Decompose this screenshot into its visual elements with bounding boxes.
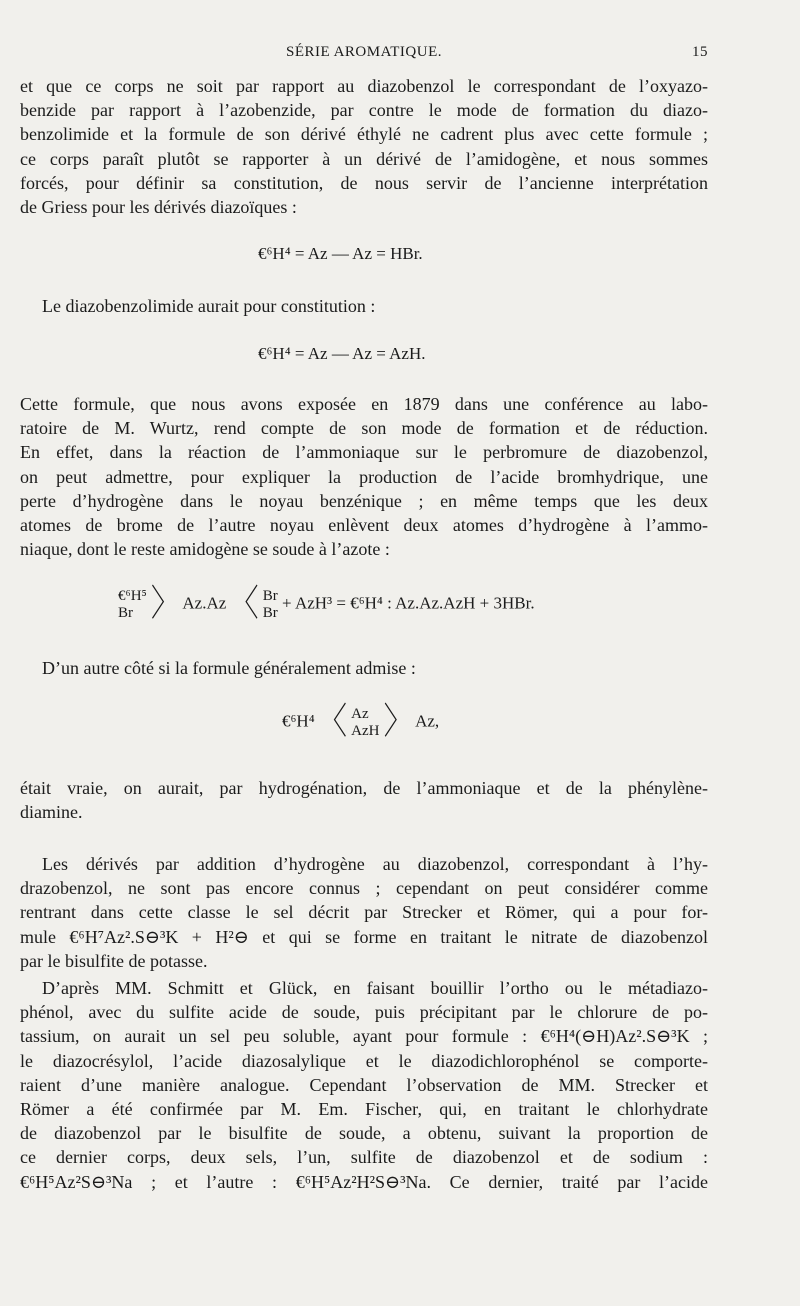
formula-diazobenzolimide: €⁶H⁴ = Az — Az = AzH. (258, 344, 426, 363)
text-line: perte d’hydrogène dans le noyau benzénique ; en même temps que les deux (20, 490, 708, 511)
text-line: Römer a été confirmée par M. Em. Fischer, qui, en traitant le chlorhydrate (20, 1099, 708, 1120)
text-line: de Griess pour les dérivés diazoïques : (20, 197, 297, 218)
text-line: était vraie, on aurait, par hydrogénation, de l’ammoniaque et de la phénylène- (20, 778, 708, 798)
running-title: SÉRIE AROMATIQUE. (285, 44, 442, 60)
text-line: atomes de brome de l’autre noyau enlèvent deux atomes d’hydrogène à l’ammo- (20, 515, 708, 536)
text-line: on peut admettre, pour expliquer la production de l’acide bromhydrique, une (20, 466, 708, 487)
formula-stack (351, 706, 379, 739)
text-line: D’après MM. Schmitt et Glück, en faisant bouillir l’ortho ou le métadiazo- (42, 978, 708, 998)
formula-left-group (118, 588, 147, 621)
text-line: Les dérivés par addition d’hydrogène au diazobenzol, correspondant à l’hy- (42, 854, 708, 874)
formula-reaction (118, 583, 535, 624)
formula-middle: Az.Az (182, 593, 227, 613)
text-line: D’un autre côté si la formule généralement admise : (42, 658, 416, 678)
formula-rest: + AzH³ = €⁶H⁴ : Az.Az.AzH + 3HBr. (282, 593, 535, 613)
text-line: benzide par rapport à l’azobenzide, par contre le mode de formation du diazo- (20, 100, 708, 121)
text-line: drazobenzol, ne sont pas encore connus ; cependant on peut considérer comme (20, 878, 708, 899)
paragraph-5 (20, 776, 708, 824)
bracket-close: 〉 (383, 701, 412, 742)
text-line: par le bisulfite de potasse. (20, 950, 208, 971)
formula-right-top: Br (262, 588, 278, 604)
running-header (20, 44, 708, 68)
text-line: En effet, dans la réaction de l’ammoniaque sur le perbromure de diazobenzol, (20, 442, 708, 463)
text-line: ratoire de M. Wurtz, rend compte de son mode de formation et de réduction. (20, 418, 708, 439)
text-line: Cette formule, que nous avons exposée en 1879 dans une conférence au labo- (20, 394, 708, 414)
text-line: le diazocrésylol, l’acide diazosalylique et le diazodichlorophénol se comporte- (20, 1050, 708, 1071)
text-line: Le diazobenzolimide aurait pour constitution : (42, 296, 376, 316)
text-line: €⁶H⁵Az²S⊖³Na ; et l’autre : €⁶H⁵Az²H²S⊖³Na. Ce dernier, traité par l’acide (20, 1171, 708, 1192)
text-line: de diazobenzol par le bisulfite de soude, a obtenu, suivant la proportion de (20, 1123, 708, 1144)
formula-bottom: AzH (351, 722, 380, 739)
formula-base: €⁶H⁴ (282, 711, 315, 731)
paragraph-1 (20, 74, 708, 219)
formula-griess: €⁶H⁴ = Az — Az = HBr. (258, 244, 423, 263)
formula-right-group (263, 588, 278, 621)
paragraph-2 (20, 294, 708, 318)
bracket-open: 〈 (230, 583, 259, 624)
paragraph-4 (20, 656, 708, 680)
formula-top: Az (351, 706, 369, 722)
page-number: 15 (692, 44, 708, 60)
bracket-close: 〉 (151, 583, 180, 624)
text-line: mule €⁶H⁷Az².S⊖³K + H²⊖ et qui se forme en traitant le nitrate de diazobenzol (20, 926, 708, 947)
bracket-open: 〈 (318, 701, 347, 742)
formula-right-bottom: Br (262, 604, 278, 621)
formula-generally-admitted (282, 701, 440, 742)
text-line: benzolimide et la formule de son dérivé éthylé ne cadrent plus avec cette formule ; (20, 124, 708, 145)
text-line: diamine. (20, 802, 83, 823)
formula-left-top: €⁶H⁵ (118, 588, 147, 604)
text-line: tassium, on aurait un sel peu soluble, ayant pour formule : €⁶H⁴(⊖H)Az².S⊖³K ; (20, 1026, 708, 1047)
text-line: niaque, dont le reste amidogène se soude à l’azote : (20, 539, 390, 560)
text-line: phénol, avec du sulfite acide de soude, puis précipitant par le chlorure de po- (20, 1002, 708, 1023)
text-line: raient d’une manière analogue. Cependant l’observation de MM. Strecker et (20, 1074, 708, 1095)
paragraph-7 (20, 976, 708, 1194)
text-line: ce corps paraît plutôt se rapporter à un dérivé de l’amidogène, et nous sommes (20, 148, 708, 169)
formula-left-bottom: Br (118, 604, 133, 621)
text-line: et que ce corps ne soit par rapport au diazobenzol le correspondant de l’oxyazo- (20, 76, 708, 96)
text-line: forcés, pour définir sa constitution, de nous servir de l’ancienne interprétation (20, 172, 708, 193)
paragraph-3 (20, 392, 708, 561)
formula-tail: Az, (415, 711, 440, 731)
text-line: ce dernier corps, deux sels, l’un, sulfite de diazobenzol et de sodium : (20, 1147, 708, 1168)
text-line: rentrant dans cette classe le sel décrit par Strecker et Römer, qui a pour for- (20, 902, 708, 923)
paragraph-6 (20, 852, 708, 973)
